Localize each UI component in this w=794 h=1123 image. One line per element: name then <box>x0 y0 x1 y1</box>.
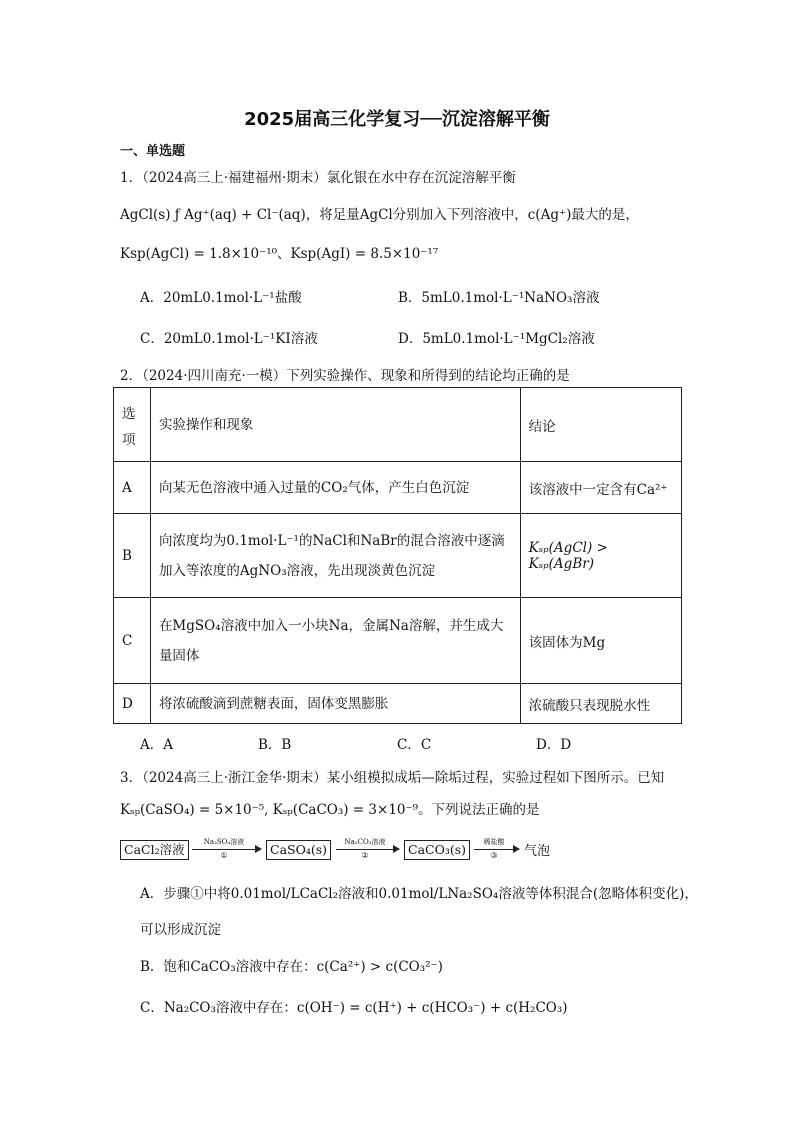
q2-stem: 2．（2024·四川南充·一模）下列实验操作、现象和所得到的结论均正确的是 <box>120 368 570 384</box>
table-row <box>114 462 682 514</box>
page-title: 2025届高三化学复习──沉淀溶解平衡 <box>244 109 550 130</box>
q3-option-a-line2: 可以形成沉淀 <box>140 922 221 938</box>
flow-box-caso4: CaSO₄(s) <box>266 840 331 860</box>
q2-option-c: C．C <box>397 737 432 753</box>
q1-option-a: A．20mL0.1mol·L⁻¹盐酸 <box>140 290 302 306</box>
flow-arrow-step2 <box>336 838 400 862</box>
header-option-line1: 选 <box>122 405 136 422</box>
q2-option-d: D．D <box>536 737 572 753</box>
flow-arrow-step3-number: ③ <box>490 851 498 860</box>
flow-arrow-step3 <box>474 838 520 862</box>
flow-arrow-step1-reagent: Na₂SO₄溶液 <box>203 838 245 846</box>
row-operation <box>150 598 520 684</box>
q1-option-c: C．20mL0.1mol·L⁻¹KI溶液 <box>140 331 318 347</box>
q3-stem-line2: Kₛₚ(CaSO₄) = 5×10⁻⁵, Kₛₚ(CaCO₃) = 3×10⁻⁹。下列说法正确的是 <box>120 802 540 818</box>
arrow-head-icon <box>513 845 520 853</box>
row-operation: 将浓硫酸滴到蔗糖表面，固体变黑膨胀 <box>150 684 520 724</box>
flow-arrow-step2-reagent: Na₂CO₃溶液 <box>344 838 386 846</box>
header-conclusion: 结论 <box>520 388 681 462</box>
flow-arrow-step1-number: ① <box>220 851 228 860</box>
flow-arrow-step3-reagent: 稀盐酸 <box>483 838 505 846</box>
arrow-head-icon <box>393 845 400 853</box>
arrow-shaft <box>474 849 514 850</box>
process-flow-diagram <box>120 838 580 862</box>
q3-stem-line1: 3．（2024高三上·浙江金华·期末）某小组模拟成垢—除垢过程，实验过程如下图所示。已知 <box>120 770 665 786</box>
row-conclusion: 该溶液中一定含有Ca²⁺ <box>520 462 681 514</box>
header-operation: 实验操作和现象 <box>150 388 520 462</box>
table-row <box>114 684 682 724</box>
arrow-shaft <box>192 849 256 850</box>
q1-option-d: D．5mL0.1mol·L⁻¹MgCl₂溶液 <box>398 331 595 347</box>
section-heading: 一、单选题 <box>120 144 186 159</box>
q3-option-b: B．饱和CaCO₃溶液中存在：c(Ca²⁺) > c(CO₃²⁻) <box>140 959 443 975</box>
row-operation-line1: 向浓度均为0.1mol·L⁻¹的NaCl和NaBr的混合溶液中逐滴 <box>158 532 505 549</box>
flow-end-bubbles: 气泡 <box>524 844 551 859</box>
q1-option-b: B．5mL0.1mol·L⁻¹NaNO₃溶液 <box>398 290 600 306</box>
q1-stem-line3: Ksp(AgCl) = 1.8×10⁻¹⁰、Ksp(AgI) = 8.5×10⁻¹⁷ <box>120 246 439 262</box>
row-conclusion: 该固体为Mg <box>520 598 681 684</box>
table-header-row <box>114 388 682 462</box>
row-operation-line2: 量固体 <box>158 647 200 664</box>
table-row <box>114 514 682 598</box>
arrow-shaft <box>336 849 394 850</box>
row-option: C <box>114 598 151 684</box>
row-conclusion: Kₛₚ(AgCl) > Kₛₚ(AgBr) <box>520 514 681 598</box>
q2-option-b: B．B <box>258 737 292 753</box>
q2-option-a: A．A <box>140 737 173 753</box>
q1-stem-line2: AgCl(s) ƒ Ag⁺(aq) + Cl⁻(aq)，将足量AgCl分别加入下列溶液中，c(Ag⁺)最大的是， <box>120 207 639 223</box>
q1-stem-line1: 1．（2024高三上·福建福州·期末）氯化银在水中存在沉淀溶解平衡 <box>120 170 516 186</box>
row-operation-line1: 在MgSO₄溶液中加入一小块Na，金属Na溶解，并生成大 <box>158 617 504 634</box>
header-option-line2: 项 <box>122 431 136 448</box>
table-row <box>114 598 682 684</box>
row-operation-line2: 加入等浓度的AgNO₃溶液，先出现淡黄色沉淀 <box>158 562 436 579</box>
header-option <box>114 388 151 462</box>
flow-box-caco3: CaCO₃(s) <box>404 840 470 860</box>
row-operation <box>150 514 520 598</box>
flow-arrow-step1 <box>192 838 262 862</box>
q2-table <box>113 387 682 724</box>
flow-arrow-step2-number: ② <box>361 851 369 860</box>
q3-option-a-line1: A．步骤①中将0.01mol/LCaCl₂溶液和0.01mol/LNa₂SO₄溶液等体积混合(忽略体积变化)， <box>140 886 698 902</box>
row-option: B <box>114 514 151 598</box>
flow-box-cacl2: CaCl₂溶液 <box>120 840 189 860</box>
q3-option-c: C．Na₂CO₃溶液中存在：c(OH⁻) = c(H⁺) + c(HCO₃⁻) + c(H₂CO₃) <box>140 1000 568 1016</box>
row-option: D <box>114 684 151 724</box>
row-operation: 向某无色溶液中通入过量的CO₂气体，产生白色沉淀 <box>150 462 520 514</box>
arrow-head-icon <box>255 845 262 853</box>
row-option: A <box>114 462 151 514</box>
row-conclusion: 浓硫酸只表现脱水性 <box>520 684 681 724</box>
